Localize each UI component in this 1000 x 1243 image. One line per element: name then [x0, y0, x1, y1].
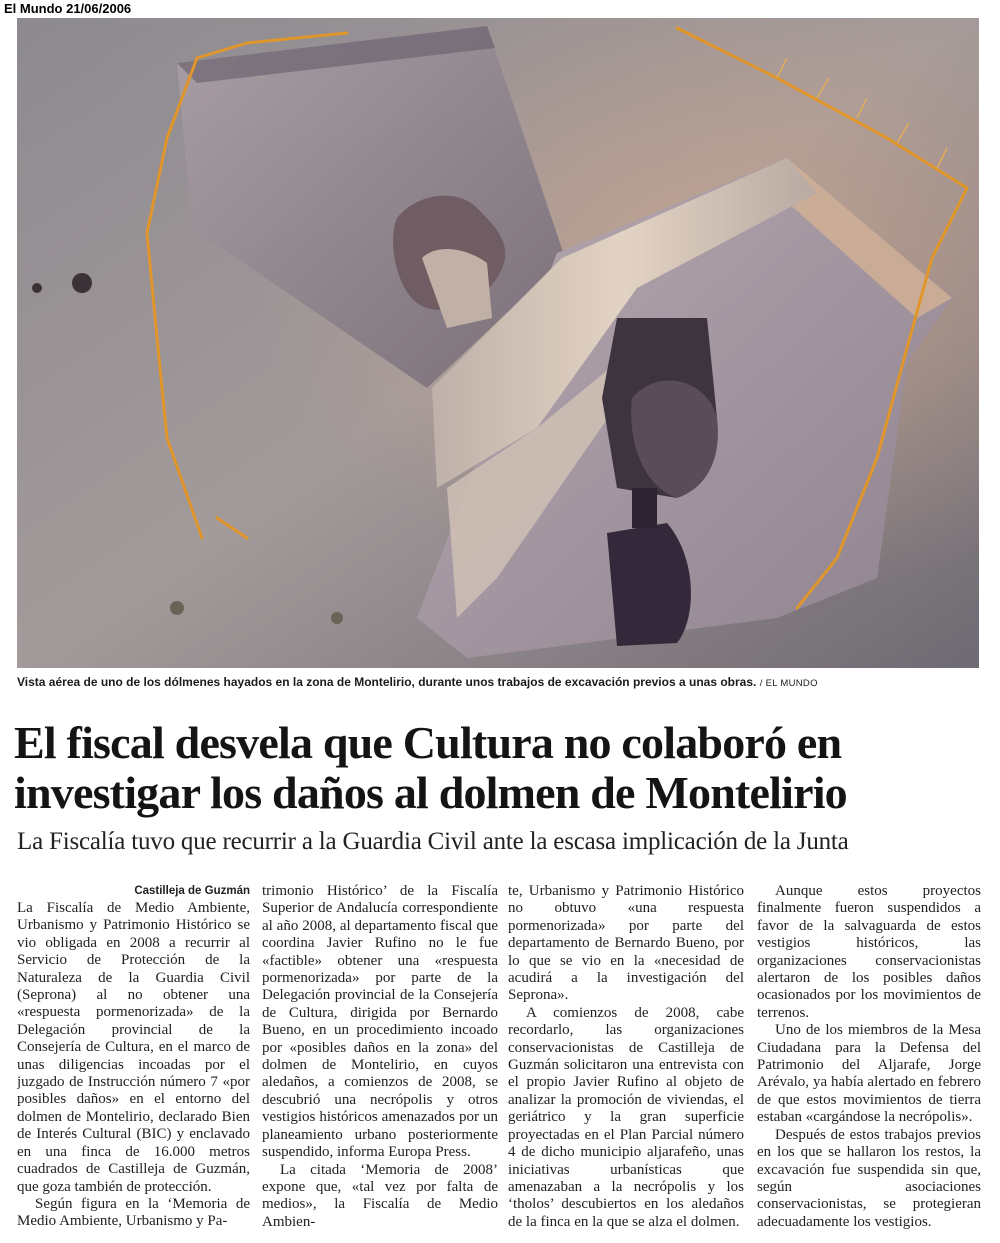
byline: Castilleja de Guzmán	[134, 885, 250, 897]
article-column-2	[262, 883, 498, 1233]
headline-line-2: investigar los daños al dolmen de Montelirio	[14, 767, 847, 818]
article-paragraph: Después de estos trabajos previos en los que se hallaron los restos, la excavación fue suspendida sin que, según asociaciones conservacionistas, se protegieran adecuadamente los vestigios.	[757, 1126, 981, 1230]
article-column-1	[17, 883, 250, 1233]
article-column-4	[757, 883, 981, 1233]
article-paragraph: Aunque estos proyectos finalmente fueron suspendidos a favor de la salvaguarda de estos vestigios históricos, las organizaciones conservacionistas alertaron de los posibles daños ocasionados por los movimientos de terrenos.	[757, 883, 981, 1021]
aerial-photo	[17, 18, 979, 668]
photo-credit: / EL MUNDO	[759, 678, 818, 689]
headline-line-1: El fiscal desvela que Cultura no colaboró en	[14, 717, 842, 768]
article-paragraph: La citada ‘Memoria de 2008’ expone que, «tal vez por falta de medios», la Fiscalía de Medio Ambien-	[262, 1161, 498, 1230]
source-label: El Mundo 21/06/2006	[4, 1, 132, 16]
article-paragraph: La Fiscalía de Medio Ambiente, Urbanismo y Patrimonio Histórico se vio obligada en 2008 a recurrir al Servicio de Protección de la Naturaleza de la Guardia Civil (Seprona) al no obtener una «respuesta pormenorizada» de la Delegación provincial de la Consejería de Cultura, en el marco de unas diligencias incoadas por el juzgado de Instrucción número 7 «por posibles daños» en el entorno del dolmen de Montelirio, declarado Bien de Interés Cultural (BIC) y enclavado en una finca de 16.000 metros cuadrados de Castilleja de Guzmán, que goza también de protección.	[17, 900, 250, 1195]
caption-text: Vista aérea de uno de los dólmenes hayados en la zona de Montelirio, durante unos trabajos de excavación previos a unas obras.	[17, 675, 757, 689]
article-paragraph: A comienzos de 2008, cabe recordarlo, las organizaciones conservacionistas de Castilleja de Guzmán solicitaron una entrevista con el propio Javier Rufino al objeto de analizar la promoción de viviendas, el geriátrico y la gran superficie proyectadas en el Plan Parcial número 4 de dicho municipio aljarafeño, unas iniciativas urbanísticas que amenazaban a la necrópolis y los ‘tholos’ descubiertos en los aledaños de la finca en la que se alza el dolmen.	[508, 1004, 744, 1230]
dolmen-excavation-illustration	[17, 18, 979, 668]
headline	[14, 718, 989, 818]
photo-caption	[17, 672, 979, 692]
article-column-3	[508, 883, 744, 1233]
article-paragraph: te, Urbanismo y Patrimonio Histórico no obtuvo «una respuesta pormenorizada» por parte del departamento de Bernardo Bueno, por lo que se vio en la «necesidad de acudirá a la investigación del Seprona».	[508, 883, 744, 1004]
article-paragraph: Según figura en la ‘Memoria de Medio Ambiente, Urbanismo y Pa-	[17, 1195, 250, 1230]
article-paragraph: Uno de los miembros de la Mesa Ciudadana para la Defensa del Patrimonio del Aljarafe, Jorge Arévalo, ya había alertado en febrero de que estos movimientos de tierra estaban «cargándose la necrópolis».	[757, 1022, 981, 1126]
article-paragraph: trimonio Histórico’ de la Fiscalía Superior de Andalucía correspondiente al año 2008, al departamento fiscal que coordina Javier Rufino no le fue «factible» obtener una «respuesta pormenorizada» por parte de la Delegación provincial de la Consejería de Cultura, dirigida por Bernardo Bueno, en un procedimiento incoado por «posibles daños en la zona» del dolmen de Montelirio, en cuyos aledaños, a comienzos de 2008, se descubrió una necrópolis y otros vestigios históricos amenazados por un planeamiento urbano posteriormente suspendido, informa Europa Press.	[262, 883, 498, 1161]
subheadline: La Fiscalía tuvo que recurrir a la Guardia Civil ante la escasa implicación de la Junta	[17, 828, 849, 855]
